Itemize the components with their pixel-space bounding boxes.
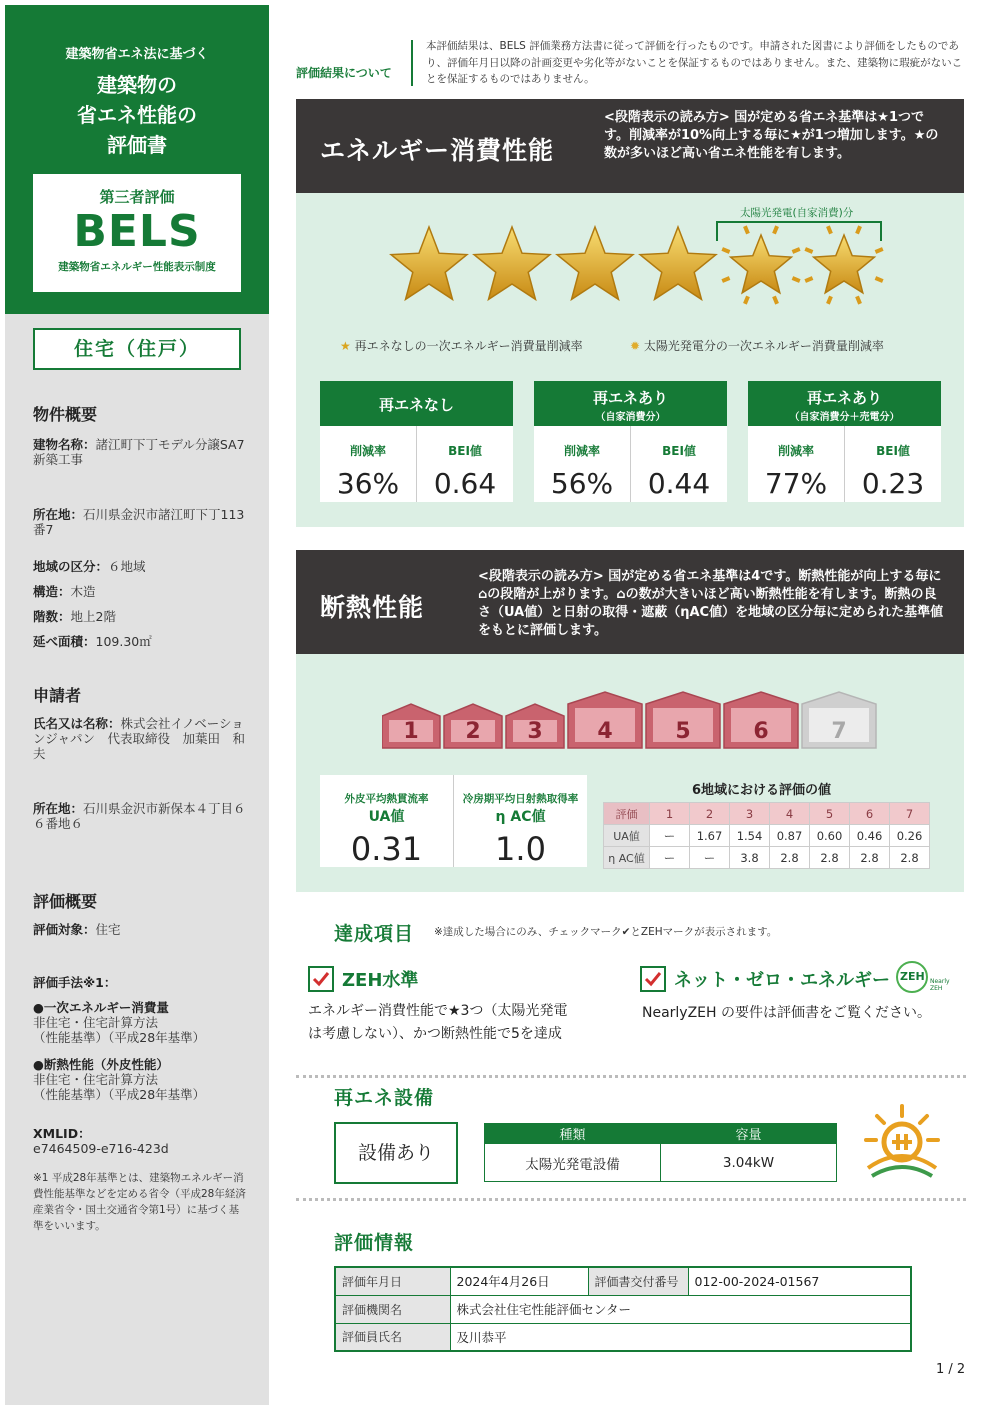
applicant-name: 氏名又は名称：株式会社イノベーションジャパン 代表取締役 加葉田 和夫 — [33, 716, 245, 761]
property-location: 所在地：石川県金沢市諸江町下丁113番7 — [33, 507, 245, 537]
net-zero-title: ネット・ゼロ・エネルギー — [674, 970, 890, 991]
floors: 階数：地上2階 — [33, 609, 116, 624]
divider — [296, 1075, 966, 1078]
house-level-icon — [724, 692, 798, 748]
achievement-note: ※達成した場合にのみ、チェックマーク✔とZEHマークが表示されます。 — [434, 926, 778, 938]
building-type-badge: 住宅（住戸） — [33, 328, 241, 370]
reference-table-row — [604, 847, 930, 869]
reference-table-cell: η AC値 — [604, 847, 650, 869]
energy-description: <段階表示の読み方> 国が定める省エネ基準は★1つです。削減率が10%向上する毎に★が1つ増加します。★の数が多いほど高い省エネ性能を有します。 — [604, 110, 939, 161]
energy-card — [320, 381, 513, 502]
evaluation-info-title: 評価情報 — [334, 1232, 415, 1254]
evaluator-name: 及川恭平 — [450, 1323, 911, 1351]
svg-text:1: 1 — [403, 719, 419, 744]
footnote: ※1 平成28年基準とは、建築物エネルギー消費性能基準などを定める省令（平成28年経済産業省令・国土交通省令第1号）に基づく基準をいいます。 — [33, 1172, 246, 1232]
insulation-level-rating — [382, 690, 902, 750]
house-level-icon — [382, 704, 440, 748]
reference-table-cell: 0.26 — [890, 825, 930, 847]
evaluation-target: 評価対象：住宅 — [33, 922, 121, 937]
reference-table-cell: 3 — [730, 803, 770, 825]
reference-table-cell: 1 — [650, 803, 690, 825]
svg-text:3: 3 — [527, 719, 543, 744]
bei-box: BEI値 0.23 — [845, 426, 941, 502]
ua-value-box: 外皮平均熱貫流率 UA値 0.31 — [320, 775, 453, 867]
method-energy: ●一次エネルギー消費量 非住宅・住宅計算方法 （性能基準）（平成28年基準） — [33, 1000, 206, 1045]
applicant-location: 所在地：石川県金沢市新保本４丁目６６番地６ — [33, 801, 246, 831]
bei-value: 0.44 — [647, 467, 711, 500]
legend-no-renewable: ★ 再エネなしの一次エネルギー消費量削減率 — [340, 339, 583, 353]
svg-text:4: 4 — [597, 719, 613, 744]
reference-table-cell: 4 — [770, 803, 810, 825]
reduction-rate: 36% — [336, 467, 400, 500]
eta-ac-value-box: 冷房期平均日射熱取得率 η AC値 1.0 — [454, 775, 587, 867]
bels-logo-subtitle: 建築物省エネルギー性能表示制度 — [58, 261, 216, 273]
insulation-title: 断熱性能 — [320, 593, 425, 622]
reference-table — [603, 802, 930, 869]
house-level-icon — [568, 692, 642, 748]
reduction-rate-box: 削減率 36% — [320, 426, 416, 502]
reference-table-cell: 6 — [850, 803, 890, 825]
energy-card — [748, 381, 941, 502]
house-level-icon — [646, 692, 720, 748]
svg-text:6: 6 — [753, 719, 769, 744]
star-icon: ★ — [340, 339, 351, 353]
svg-text:5: 5 — [675, 719, 691, 744]
evaluation-summary-heading: 評価概要 — [33, 892, 98, 911]
energy-card-header: 再エネあり （自家消費分＋売電分） — [748, 381, 941, 426]
bei-box: BEI値 0.44 — [631, 426, 727, 502]
reference-table-row — [604, 825, 930, 847]
applicant-heading: 申請者 — [33, 686, 82, 705]
zeh-level-text: エネルギー消費性能で★3つ（太陽光発電 は考慮しない）、かつ断熱性能で5を達成 — [308, 1003, 568, 1042]
net-zero-checkbox — [640, 966, 666, 992]
notice-text: 本評価結果は、BELS 評価業務方法書に従って評価を行ったものです。申請された図書により評価をしたものであり、評価年月日以降の計画変更や劣化等がないことを保証するものではありません。また、建築物に瑕疵がないことを保証するものではありません。 — [426, 40, 963, 85]
achievement-title: 達成項目 — [334, 923, 415, 945]
zeh-level-title: ZEH水準 — [342, 970, 419, 991]
energy-card-header: 再エネあり （自家消費分） — [534, 381, 727, 426]
sidebar-header — [5, 5, 269, 314]
reference-table-cell: 0.46 — [850, 825, 890, 847]
bei-value: 0.64 — [433, 467, 497, 500]
solar-star-icon — [718, 221, 804, 303]
check-icon — [643, 969, 663, 989]
energy-header — [296, 99, 964, 193]
reference-table-cell: 2.8 — [850, 847, 890, 869]
page-number: 1 / 2 — [936, 1362, 966, 1377]
reference-table-cell: UA値 — [604, 825, 650, 847]
reference-table-cell: ー — [650, 847, 690, 869]
energy-title: エネルギー消費性能 — [320, 136, 555, 165]
sidebar-subtitle: 建築物省エネ法に基づく — [65, 47, 209, 62]
zeh-checkbox — [308, 966, 334, 992]
bels-logo-box — [33, 174, 241, 292]
solar-sun-icon — [862, 1102, 942, 1182]
house-level-icon — [506, 704, 564, 748]
reference-table-title: 6地域における評価の値 — [692, 783, 832, 798]
energy-card — [534, 381, 727, 502]
reduction-rate-box: 削減率 77% — [748, 426, 844, 502]
house-level-icon — [444, 704, 502, 748]
sunburst-star-icon: ✹ — [630, 339, 641, 353]
reference-table-cell: 0.60 — [810, 825, 850, 847]
bels-logo: BELS — [73, 206, 201, 257]
reference-table-cell: ー — [650, 825, 690, 847]
building-name: 建物名称：諸江町下丁モデル分譲SA7 新築工事 — [33, 437, 258, 467]
reference-table-cell: 2.8 — [770, 847, 810, 869]
floor-area: 延べ面積：109.30㎡ — [33, 634, 152, 649]
svg-text:2: 2 — [465, 719, 481, 744]
ua-value: 0.31 — [350, 830, 423, 868]
reference-table-row — [604, 803, 930, 825]
star-icon — [386, 221, 472, 303]
notice-divider — [411, 40, 413, 86]
zeh-mark: ZEH Nearly ZEH — [894, 960, 954, 994]
reference-table-cell: 1.54 — [730, 825, 770, 847]
house-level-icon-inactive — [802, 692, 876, 748]
energy-card-header: 再エネなし — [320, 381, 513, 426]
energy-panel — [296, 99, 964, 527]
solar-star-icon — [801, 221, 887, 303]
reduction-rate: 77% — [764, 467, 828, 500]
reference-table-cell: 2.8 — [890, 847, 930, 869]
notice-label: 評価結果について — [296, 66, 392, 80]
star-icon — [469, 221, 555, 303]
legend-solar: ✹ 太陽光発電分の一次エネルギー消費量削減率 — [630, 339, 884, 353]
reference-table-cell: ー — [690, 847, 730, 869]
eta-ac-value: 1.0 — [495, 830, 546, 868]
solar-bracket-label: 太陽光発電(自家消費)分 — [740, 207, 854, 219]
renewable-capacity: 3.04kW — [661, 1144, 837, 1182]
net-zero-text: NearlyZEH の要件は評価書をご覧ください。 — [642, 1005, 932, 1021]
insulation-values-card — [320, 775, 587, 867]
document-title: 建築物の 省エネ性能の 評価書 — [77, 73, 197, 157]
third-party-label: 第三者評価 — [99, 188, 175, 206]
renewable-title: 再エネ設備 — [334, 1087, 435, 1109]
insulation-panel — [296, 550, 964, 892]
evaluation-date: 2024年4月26日 — [450, 1267, 588, 1295]
renewable-status-box: 設備あり — [334, 1122, 458, 1184]
reference-table-cell: 2 — [690, 803, 730, 825]
bei-value: 0.23 — [861, 467, 925, 500]
reference-table-cell: 1.67 — [690, 825, 730, 847]
evaluation-info-table: 評価年月日 2024年4月26日 評価書交付番号 012-00-2024-01567 評価機関名 株式会社住宅性能評価センター 評価員氏名 及川恭平 — [334, 1266, 912, 1352]
certificate-number: 012-00-2024-01567 — [688, 1267, 911, 1295]
check-icon — [311, 969, 331, 989]
svg-text:7: 7 — [831, 719, 847, 744]
star-icon — [635, 221, 721, 303]
reference-table-cell: 3.8 — [730, 847, 770, 869]
reduction-rate: 56% — [550, 467, 614, 500]
method-insulation: ●断熱性能（外皮性能） 非住宅・住宅計算方法 （性能基準）（平成28年基準） — [33, 1057, 206, 1102]
reference-table-cell: 0.87 — [770, 825, 810, 847]
region: 地域の区分：６地域 — [33, 559, 146, 574]
renewable-table: 種類 容量 太陽光発電設備 3.04kW — [484, 1123, 837, 1182]
reference-table-cell: 5 — [810, 803, 850, 825]
structure: 構造：木造 — [33, 584, 96, 599]
reduction-rate-box: 削減率 56% — [534, 426, 630, 502]
star-icon — [552, 221, 638, 303]
evaluation-organization: 株式会社住宅性能評価センター — [450, 1295, 911, 1323]
insulation-description: <段階表示の読み方> 国が定める省エネ基準は4です。断熱性能が向上する毎に⌂の段階が上がります。⌂の数が大きいほど高い断熱性能を有します。断熱の良さ（UA値）と日射の取得・遮蔽（ηAC値）を地域の区分毎に定められた基準値をもとに評価します。 — [478, 569, 944, 638]
xmlid: XMLID： e7464509-e716-423d — [33, 1126, 169, 1156]
bei-box: BEI値 0.64 — [417, 426, 513, 502]
reference-table-cell: 2.8 — [810, 847, 850, 869]
property-heading: 物件概要 — [33, 405, 98, 424]
insulation-header — [296, 550, 964, 654]
renewable-type: 太陽光発電設備 — [485, 1144, 661, 1182]
sidebar — [5, 5, 269, 1405]
reference-table-cell: 7 — [890, 803, 930, 825]
divider — [296, 1198, 966, 1201]
reference-table-cell: 評価 — [604, 803, 650, 825]
evaluation-method-label: 評価手法※1： — [33, 975, 117, 990]
